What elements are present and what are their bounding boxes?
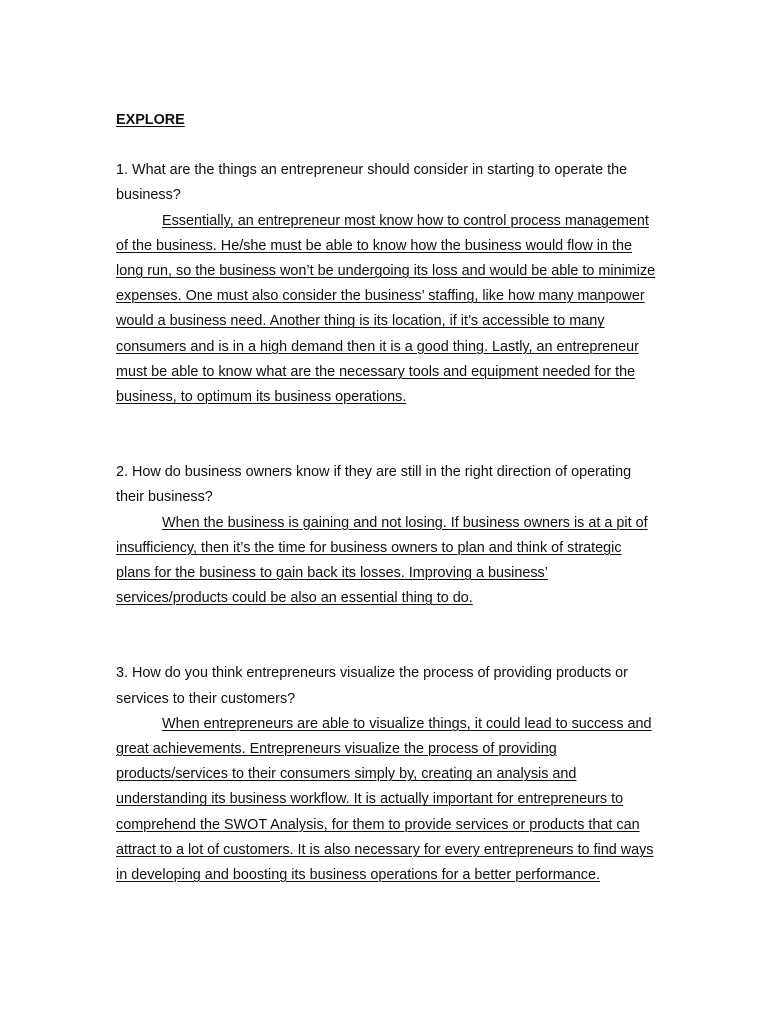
answer-2-text: When the business is gaining and not losing. If business owners is at a pit of insufficiency, then it’s the time for business owners to plan and think of strategic plans for the business to gain back its losses. Improving a business’ services/products could be also an essential thing to do. xyxy=(116,514,648,607)
question-1: 1. What are the things an entrepreneur should consider in starting to operate the business? xyxy=(116,162,628,204)
question-2: 2. How do business owners know if they are still in the right direction of operating their business? xyxy=(116,464,632,506)
answer-3 xyxy=(116,712,656,888)
answer-1 xyxy=(116,209,656,411)
answer-2 xyxy=(116,511,656,612)
answer-3-text: When entrepreneurs are able to visualize things, it could lead to success and great achievements. Entrepreneurs visualize the process of providing products/services to their consumers simply by, creating an analysis and understanding its business workflow. It is actually important for entrepreneurs to comprehend the SWOT Analysis, for them to provide services or products that can attract to a lot of customers. It is also necessary for every entrepreneurs to find ways in developing and boosting its business operations for a better performance. xyxy=(116,715,654,884)
answer-1-text: Essentially, an entrepreneur most know how to control process management of the business. He/she must be able to know how the business would flow in the long run, so the business won’t be undergoing its loss and would be able to minimize expenses. One must also consider the business’ staffing, like how many manpower would a business need. Another thing is its location, if it’s accessible to many consumers and is in a high demand then it is a good thing. Lastly, an entrepreneur must be able to know what are the necessary tools and equipment needed for the business, to optimum its business operations. xyxy=(116,212,656,406)
qa-item-1 xyxy=(116,158,656,410)
qa-item-2 xyxy=(116,460,656,611)
qa-item-3 xyxy=(116,661,656,888)
document-page xyxy=(116,108,656,888)
question-3: 3. How do you think entrepreneurs visualize the process of providing products or services to their customers? xyxy=(116,665,628,707)
section-heading: EXPLORE xyxy=(116,112,185,128)
